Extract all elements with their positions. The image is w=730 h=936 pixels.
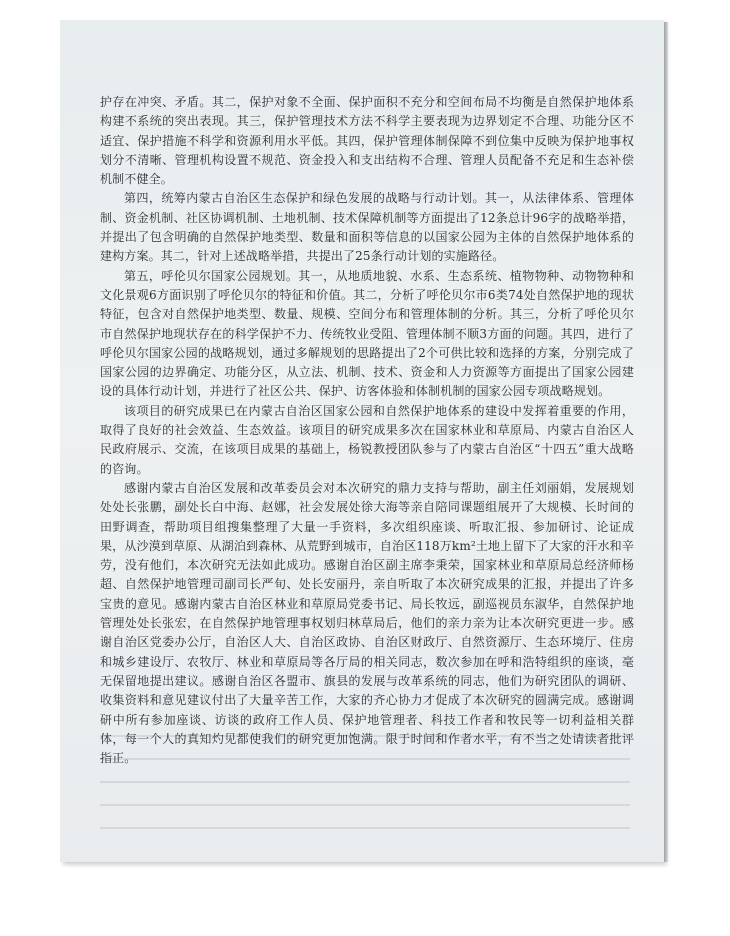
paragraph-fourth-point: 第四，统筹内蒙古自治区生态保护和绿色发展的战略与行动计划。其一，从法律体系、管理体制、资金机制、社区协调机制、土地机制、技术保障机制等方面提出了12条总计96字的战略举措，并提出了包含明确的自然保护地类型、数量和面积等信息的以国家公园为主体的自然保护地体系的建构方案。其二，针对上述战略举措，共提出了25条行动计划的实施路径。 — [100, 191, 634, 264]
body-text — [100, 93, 634, 768]
document-page — [60, 20, 664, 862]
bleed-through-header — [100, 72, 280, 82]
paragraph-acknowledgements: 感谢内蒙古自治区发展和改革委员会对本次研究的鼎力支持与帮助，副主任刘丽娟，发展规划处处长张鹏，副处长白中海、赵娜，社会发展处徐大海等亲自陪同课题组展开了大规模、长时间的田野调查，帮助项目组搜集整理了大量一手资料，多次组织座谈、听取汇报、参加研讨、论证成果，从沙漠到草原、从湖泊到森林、从荒野到城市，自治区118万km²土地上留下了大家的汗水和辛劳，没有他们，本次研究无法如此成功。感谢自治区副主席李秉荣，国家林业和草原局总经济师杨超、自然保护地管理司副司长严旬、处长安丽丹，亲自听取了本次研究成果的汇报，并提出了许多宝贵的意见。感谢内蒙古自治区林业和草原局党委书记、局长牧远，副巡视员东淑华，自然保护地管理处处长张宏，在自然保护地管理事权划归林草局后，他们的亲力亲为让本次研究更进一步。感谢自治区党委办公厅，自治区人大、自治区政协、自治区财政厅、自然资源厅、生态环境厅、住房和城乡建设厅、农牧厅、林业和草原局等各厅局的相关同志，数次参加在呼和浩特组织的座谈，毫无保留地提出建议。感谢自治区各盟市、旗县的发展与改革系统的同志，他们为研究团队的调研、收集资料和意见建议付出了大量辛苦工作，大家的齐心协力才促成了本次研究的圆满完成。感谢调研中所有参加座谈、访谈的政府工作人员、保护地管理者、科技工作者和牧民等一切利益相关群体，每一个人的真知灼见都使我们的研究更加饱满。限于时间和作者水平，有不当之处请读者批评指正。 — [100, 480, 634, 766]
paragraph-continuation: 护存在冲突、矛盾。其二，保护对象不全面、保护面积不充分和空间布局不均衡是自然保护地体系构建不系统的突出表现。其三，保护管理技术方法不科学主要表现为边界划定不合理、功能分区不适宜、保护措施不科学和资源利用水平低。其四，保护管理体制保障不到位集中反映为保护地事权划分不清晰、管理机构设置不规范、资金投入和支出结构不合理、管理人员配备不充足和生态补偿机制不健全。 — [100, 95, 634, 187]
paragraph-fifth-point: 第五，呼伦贝尔国家公园规划。其一，从地质地貌、水系、生态系统、植物物种、动物物种和文化景观6方面识别了呼伦贝尔的特征和价值。其二，分析了呼伦贝尔市6类74处自然保护地的现状特征，包含对自然保护地类型、数量、规模、空间分布和管理体制的分析。其三，分析了呼伦贝尔市自然保护地现状存在的科学保护不力、传统牧业受阻、管理体制不顺3方面的问题。其四，进行了呼伦贝尔国家公园的战略规划，通过多解规划的思路提出了2个可供比较和选择的方案，分别完成了国家公园的边界确定、功能分区，从立法、机制、技术、资金和人力资源等方面提出了国家公园建设的具体行动计划，并进行了社区公共、保护、访客体验和体制机制的国家公园专项战略规划。 — [100, 268, 634, 399]
page-edge-shadow — [664, 22, 668, 862]
paragraph-outcomes: 该项目的研究成果已在内蒙古自治区国家公园和自然保护地体系的建设中发挥着重要的作用，取得了良好的社会效益、生态效益。该项目的研究成果多次在国家林业和草原局、内蒙古自治区人民政府展示、交流，在该项目成果的基础上，杨锐教授团队参与了内蒙古自治区“十四五”重大战略的咨询。 — [100, 403, 634, 476]
